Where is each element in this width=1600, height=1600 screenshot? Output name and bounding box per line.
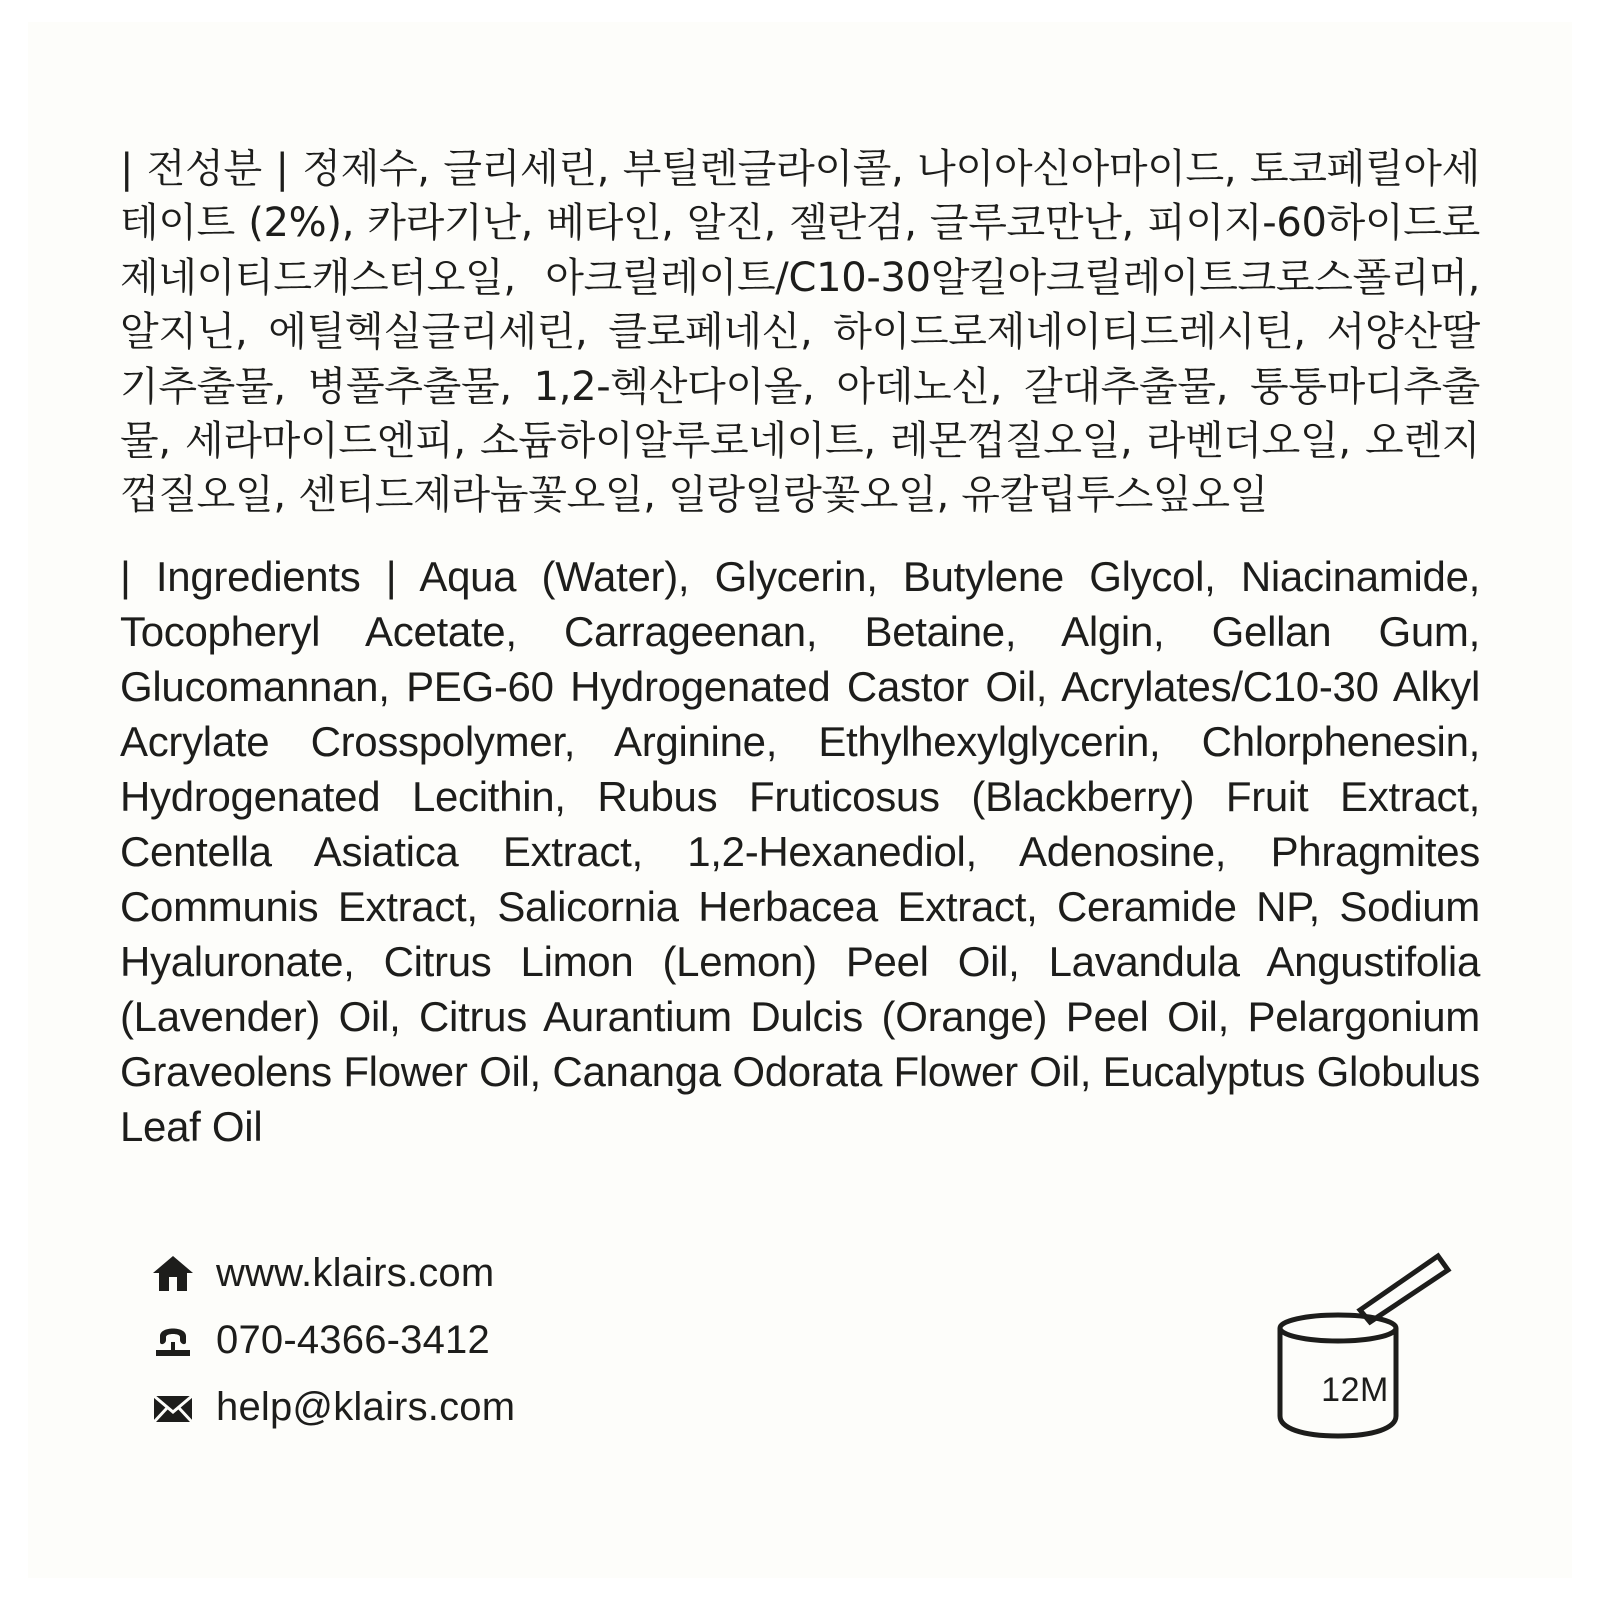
ingredients-english-block (120, 549, 1480, 1154)
phone-text: 070-4366-3412 (216, 1318, 490, 1362)
website-text: www.klairs.com (216, 1251, 495, 1295)
pao-value: 12M (1321, 1371, 1389, 1409)
ingredients-korean-block (120, 142, 1480, 523)
ingredients-english-text: Aqua (Water), Glycerin, Butylene Glycol, Niacinamide, Tocopheryl Acetate, Carrageenan, Betaine, Algin, Gellan Gum, Glucomannan, PEG-60 Hydrogenated Castor Oil, Acrylates/C10-30 Alkyl Acrylate Crosspolymer, Arginine, Ethylhexylglycerin, Chlorphenesin, Hydrogenated Lecithin, Rubus Fruticosus (Blackberry) Fruit Extract, Centella Asiatica Extract, 1,2-Hexanediol, Adenosine, Phragmites Communis Extract, Salicornia Herbacea Extract, Ceramide NP, Sodium Hyaluronate, Citrus Limon (Lemon) Peel Oil, Lavandula Angustifolia (Lavender) Oil, Citrus Aurantium Dulcis (Orange) Peel Oil, Pelargonium Graveolens Flower Oil, Cananga Odorata Flower Oil, Eucalyptus Globulus Leaf Oil (120, 552, 1480, 1150)
contact-row-phone (150, 1318, 850, 1363)
open-jar-icon (1250, 1248, 1460, 1458)
ingredients-korean-heading: | 전성분 | (120, 146, 289, 192)
email-text: help@klairs.com (216, 1385, 516, 1429)
ingredients-section (120, 142, 1480, 1154)
home-icon (150, 1252, 196, 1296)
envelope-icon (150, 1386, 196, 1430)
contact-row-website (150, 1251, 850, 1296)
telephone-icon (150, 1319, 196, 1363)
ingredients-english-heading: | Ingredients | (120, 552, 397, 600)
contact-block (150, 1251, 850, 1430)
product-label-panel (28, 22, 1572, 1578)
ingredients-korean-text: 정제수, 글리세린, 부틸렌글라이콜, 나이아신아마이드, 토코페릴아세테이트 (2%), 카라기난, 베타인, 알진, 젤란검, 글루코만난, 피이지-60하이드로제네이티드캐스터오일, 아크릴레이트/C10-30알킬아크릴레이트크로스폴리머, 알지닌, 에틸헥실글리세린, 클로페네신, 하이드로제네이티드레시틴, 서양산딸기추출물, 병풀추출물, 1,2-헥산다이올, 아데노신, 갈대추출물, 퉁퉁마디추출물, 세라마이드엔피, 소듐하이알루로네이트, 레몬껍질오일, 라벤더오일, 오렌지껍질오일, 센티드제라늄꽃오일, 일랑일랑꽃오일, 유칼립투스잎오일 (120, 146, 1480, 519)
contact-row-email (150, 1385, 850, 1430)
